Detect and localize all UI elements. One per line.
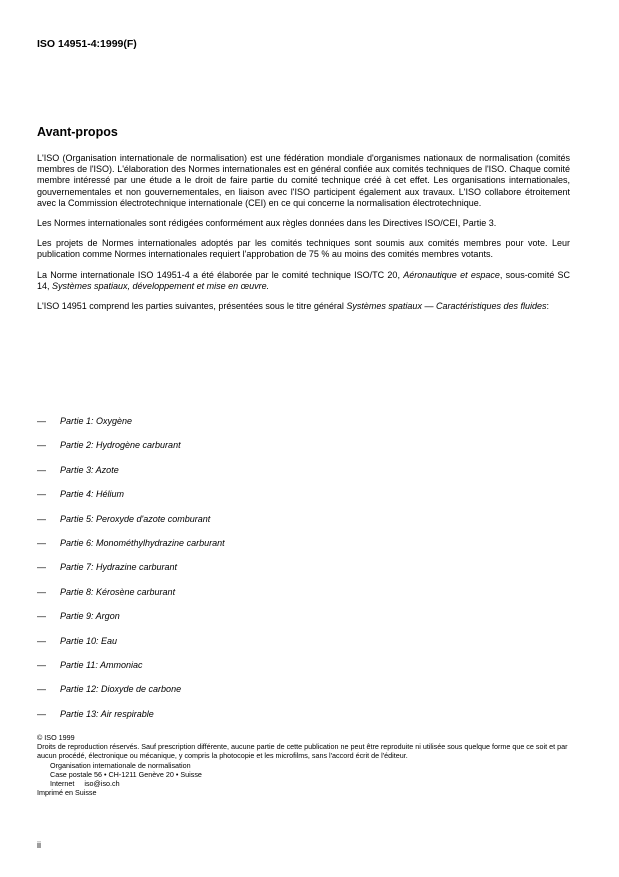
foreword-paragraph-5 [37,301,570,312]
foreword-title: Avant-propos [37,125,118,139]
list-dash: — [37,660,46,670]
document-id: ISO 14951-4:1999(F) [37,38,137,50]
list-dash: — [37,684,46,695]
foreword-paragraph-1: L'ISO (Organisation internationale de normalisation) est une fédération mondiale d'organismes nationaux de normalisation (comités membres de l'ISO). L'élaboration des Normes internationales est en général confiée aux comités techniques de l'ISO. Chaque comité membre intéressé par une étude a le droit de faire partie du comité technique créé à cet effet. Les organisations internationales, gouvernementales et non gouvernementales, en liaison avec l'ISO participent également aux travaux. L'ISO collabore étroitement avec la Commission électrotechnique internationale (CEI) en ce qui concerne la normalisation électrotechnique. [37,153,570,208]
copyright-line: © ISO 1999 [37,733,75,742]
committee-text: La Norme internationale ISO 14951-4 a été élaborée par le comité technique ISO/TC 20, [37,269,404,280]
part-title: Partie 11: Ammoniac [60,660,143,670]
copyright-footer [37,733,582,797]
subcommittee-name: Systèmes spatiaux, développement et mise en œuvre. [52,280,270,291]
list-dash: — [37,513,46,524]
part-title: Partie 13: Air respirable [60,708,154,719]
list-dash: — [37,538,46,548]
organization-name: Organisation internationale de normalisation [50,760,191,770]
rights-statement: Droits de reproduction réservés. Sauf prescription différente, aucune partie de cette publication ne peut être reproduite ni utilisée sous quelque forme que ce soit et par aucun procédé, électronique ou mécanique, y compris la photocopie et les microfilms, sans l'accord écrit de l'éditeur. [37,742,568,761]
part-title: Partie 2: Hydrogène carburant [60,440,181,451]
page-number: ii [37,840,41,850]
list-dash: — [37,586,46,597]
parts-intro-text: L'ISO 14951 comprend les parties suivantes, présentées sous le titre général [37,301,347,312]
list-dash: — [37,440,46,451]
list-dash: — [37,464,46,475]
committee-name: Aéronautique et espace [403,269,500,280]
list-dash: — [37,611,46,622]
list-dash: — [37,489,46,500]
part-title: Partie 1: Oxygène [60,416,133,426]
foreword-paragraph-2: Les Normes internationales sont rédigées conformément aux règles données dans les Directives ISO/CEI, Partie 3. [37,218,497,229]
list-dash: — [37,708,46,719]
subcommittee-text: , sous-comité SC 14, [37,269,570,291]
foreword-paragraph-3: Les projets de Normes internationales adoptés par les comités techniques sont soumis aux comités membres pour vote. Leur publication comme Normes internationales requiert l'approbation de 75 % au moins des comités membres votants. [37,238,570,260]
list-dash: — [37,562,46,573]
part-title: Partie 3: Azote [60,464,119,475]
part-title: Partie 4: Hélium [60,489,125,500]
part-title: Partie 7: Hydrazine carburant [60,562,178,573]
part-title: Partie 5: Peroxyde d'azote comburant [60,513,211,524]
foreword-body [37,153,570,321]
foreword-paragraph-4 [37,270,570,292]
list-dash: — [37,635,46,646]
part-title: Partie 9: Argon [60,611,120,622]
internet-contact: Internet iso@iso.ch [50,779,120,789]
postal-address: Case postale 56 • CH-1211 Genève 20 • Suisse [50,769,202,779]
general-title: Systèmes spatiaux — Caractéristiques des fluides [346,301,547,312]
printed-in: Imprimé en Suisse [37,788,97,798]
part-title: Partie 12: Dioxyde de carbone [60,684,182,695]
part-title: Partie 10: Eau [60,635,118,646]
list-dash: — [37,416,46,426]
parts-intro-colon: : [546,301,550,312]
part-title: Partie 6: Monométhylhydrazine carburant [60,538,225,548]
part-title: Partie 8: Kérosène carburant [60,586,176,597]
